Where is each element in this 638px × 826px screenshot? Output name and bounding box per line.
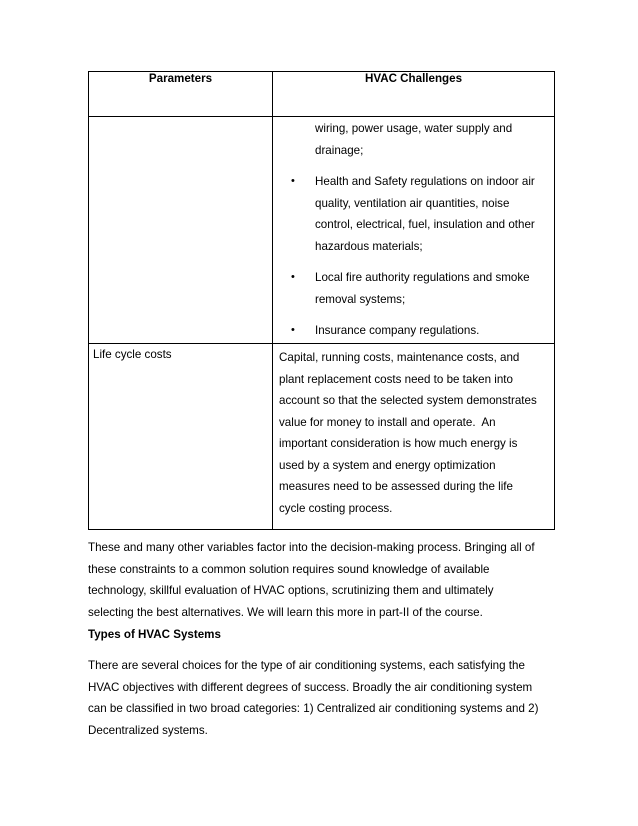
text-line: hazardous materials;: [315, 239, 423, 253]
text-line: value for money to install and operate. An: [279, 415, 496, 429]
text-line: cycle costing process.: [279, 501, 393, 515]
text-line: account so that the selected system demonstrates: [279, 394, 537, 407]
text-line: used by a system and energy optimization: [279, 458, 496, 472]
text-line: Capital, running costs, maintenance costs, and: [279, 351, 520, 364]
life-cycle-label: Life cycle costs: [93, 348, 172, 361]
hvac-parameters-table: [88, 71, 555, 530]
text-line: Insurance company regulations.: [315, 324, 480, 337]
challenges-cell: [273, 117, 555, 344]
header-parameters: Parameters: [89, 72, 273, 117]
body-paragraph: [88, 655, 558, 741]
list-item: [273, 267, 554, 310]
text-line: removal systems;: [315, 292, 406, 306]
text-line: these constraints to a common solution requires sound knowledge of available: [88, 562, 490, 576]
text-line: control, electrical, fuel, insulation and other: [315, 218, 535, 231]
table-row: [89, 344, 555, 530]
empty-parameter-cell: [89, 117, 273, 344]
table-row: [89, 117, 555, 344]
text-line: can be classified in two broad categories: 1) Centralized air conditioning systems and 2): [88, 702, 539, 715]
body-paragraph: [88, 537, 558, 623]
list-item: [273, 171, 554, 257]
continued-text: [273, 117, 554, 161]
text-line: drainage;: [315, 143, 364, 157]
text-line: HVAC objectives with different degrees of success. Broadly the air conditioning system: [88, 680, 533, 694]
section-heading: Types of HVAC Systems: [88, 628, 221, 641]
text-line: wiring, power usage, water supply and: [315, 122, 513, 135]
text-line: Decentralized systems.: [88, 723, 208, 737]
text-line: measures need to be assessed during the life: [279, 480, 513, 493]
table-header-row: [89, 72, 555, 117]
list-item: [273, 320, 554, 342]
text-line: quality, ventilation air quantities, noise: [315, 196, 510, 210]
life-cycle-label-cell: [89, 344, 273, 530]
text-line: plant replacement costs need to be taken into: [279, 372, 513, 386]
bullet-icon: •: [291, 324, 295, 336]
text-line: Local fire authority regulations and smoke: [315, 271, 530, 284]
text-line: Health and Safety regulations on indoor air: [315, 175, 535, 188]
text-line: important consideration is how much energy is: [279, 437, 518, 450]
text-line: selecting the best alternatives. We will learn this more in part-II of the course.: [88, 605, 483, 619]
life-cycle-text-cell: [273, 344, 555, 530]
text-line: technology, skillful evaluation of HVAC options, scrutinizing them and ultimately: [88, 584, 494, 597]
text-line: There are several choices for the type of air conditioning systems, each satisfying the: [88, 659, 525, 672]
text-line: These and many other variables factor into the decision-making process. Bringing all of: [88, 541, 535, 554]
life-cycle-text: [273, 344, 554, 529]
header-hvac-challenges: HVAC Challenges: [273, 72, 555, 117]
bullet-icon: •: [291, 271, 295, 283]
bullet-icon: •: [291, 175, 295, 187]
